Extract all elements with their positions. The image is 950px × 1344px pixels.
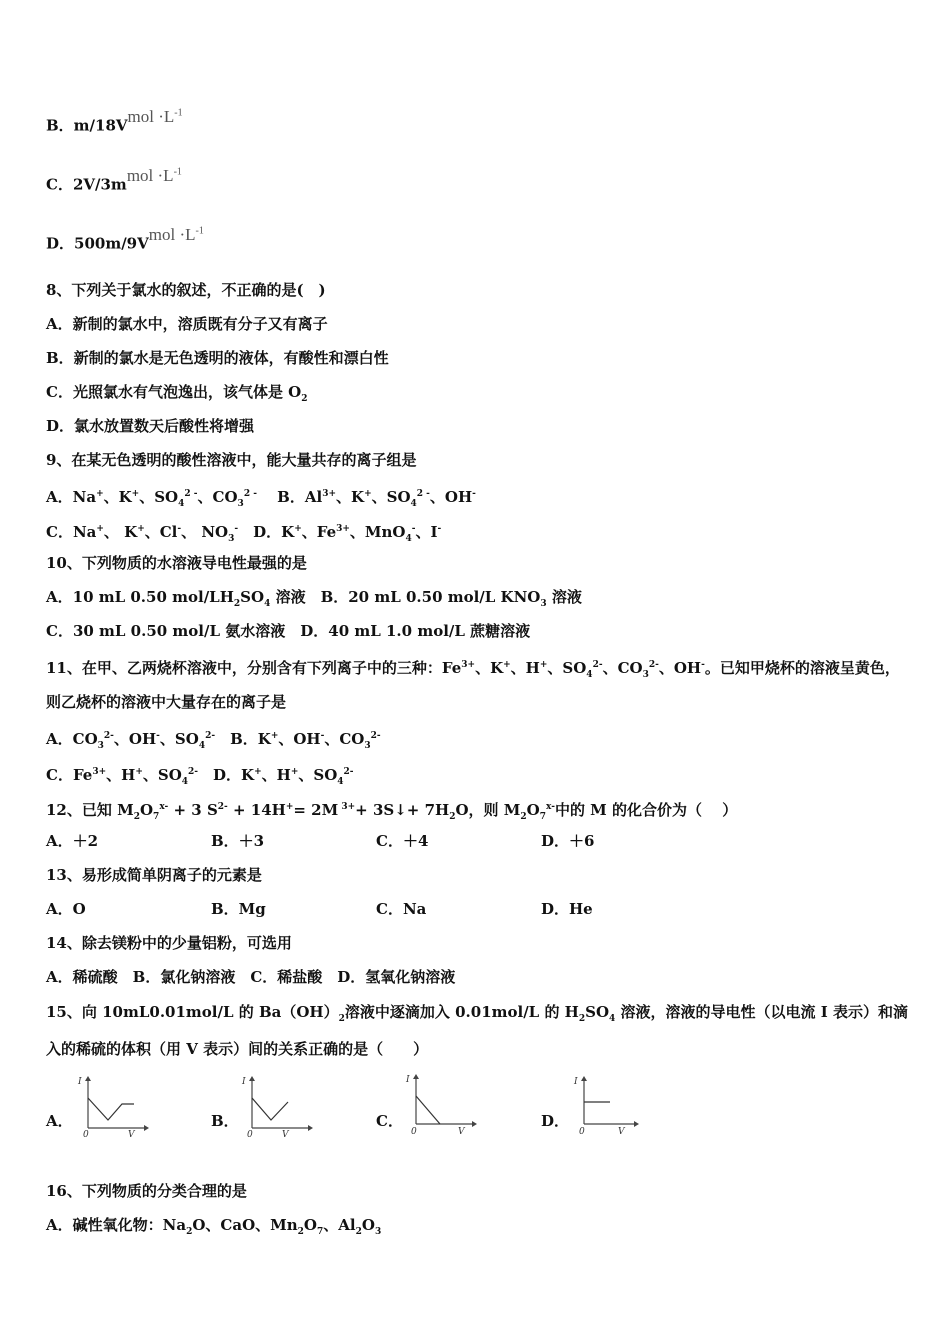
q11-stem-line2: 则乙烧杯的溶液中大量存在的离子是: [46, 693, 287, 711]
svg-text:V: V: [618, 1127, 625, 1137]
q15-graph-a-label: A．: [46, 1112, 73, 1130]
q15-graph-b: [238, 1072, 314, 1138]
svg-text:I: I: [406, 1075, 410, 1085]
q15-graph-c-label: C．: [376, 1112, 403, 1130]
q13-option-a: A．O: [46, 900, 86, 918]
q8-option-a: A．新制的氯水中，溶质既有分子又有离子: [46, 315, 328, 333]
q12-option-c: C．＋4: [376, 832, 429, 850]
svg-text:0: 0: [247, 1130, 253, 1138]
q15-graph-d-label: D．: [541, 1112, 570, 1130]
q8-option-d: D．氯水放置数天后酸性将增强: [46, 417, 255, 435]
q8-option-c: C．光照氯水有气泡逸出，该气体是 $O_2$: [46, 383, 308, 404]
q9-options-ab: A．Na+、K+、$SO_4^{2 -}$、$CO_3^{2 -}$ B．$Al^{3+}$、K+、$SO_4^{2 -}$、OH-: [46, 488, 476, 509]
svg-text:0: 0: [411, 1127, 417, 1137]
q10-options-cd: C．30 mL 0.50 mol/L 氨水溶液 D．40 mL 1.0 mol/L 蔗糖溶液: [46, 622, 531, 640]
q15-graph-a: [74, 1072, 150, 1138]
q7-option-c: C．2V/3mmol $\cdot L^{-1}$: [46, 165, 182, 194]
svg-text:V: V: [282, 1130, 289, 1138]
q11-options-ab: A．$CO_3^{2-}$、OH-、$SO_4^{2-}$ B．K+、OH-、$CO_3^{2-}$: [46, 730, 381, 751]
q7-option-d: D．500m/9Vmol $\cdot L^{-1}$: [46, 224, 204, 253]
q9-options-cd: C．Na+、 K+、Cl-、 $NO_3^-$ D．K+、$Fe^{3+}$、MnO$_4$-、I-: [46, 523, 442, 544]
q7-option-b: B．m/18Vmol $\cdot L^{-1}$: [46, 106, 183, 135]
q10-stem: 10、下列物质的水溶液导电性最强的是: [46, 554, 307, 572]
q16-option-a: A．碱性氧化物：$Na_2O$、CaO、$Mn_2O_7$、$Al_2O_3$: [46, 1216, 382, 1237]
q14-options: A．稀硫酸 B．氯化钠溶液 C．稀盐酸 D．氢氧化钠溶液: [46, 968, 456, 986]
svg-text:V: V: [128, 1130, 135, 1138]
q13-option-c: C．Na: [376, 900, 427, 918]
q16-stem: 16、下列物质的分类合理的是: [46, 1182, 247, 1200]
q12-option-b: B．＋3: [211, 832, 265, 850]
svg-text:I: I: [574, 1077, 578, 1087]
q15-graph-c: [402, 1072, 478, 1138]
q8-option-b: B．新制的氯水是无色透明的液体，有酸性和漂白性: [46, 349, 389, 367]
q8-stem: 8、下列关于氯水的叙述，不正确的是( ): [46, 281, 326, 299]
q12-option-a: A．＋2: [46, 832, 99, 850]
q13-option-b: B．Mg: [211, 900, 266, 918]
svg-text:0: 0: [83, 1130, 89, 1138]
q10-options-ab: A．10 mL 0.50 mol/$LH_2SO_4$ 溶液 B．20 mL 0.50 mol/L $KNO_3$ 溶液: [46, 588, 582, 609]
q11-options-cd: C．$Fe^{3+}$、H+、$SO_4^{2-}$ D．K+、H+、$SO_4^{2-}$: [46, 766, 354, 787]
svg-text:I: I: [242, 1077, 246, 1087]
svg-text:0: 0: [579, 1127, 585, 1137]
q15-graph-b-label: B．: [211, 1112, 239, 1130]
svg-text:V: V: [458, 1127, 465, 1137]
q13-stem: 13、易形成简单阴离子的元素是: [46, 866, 262, 884]
q12-stem: 12、已知 $M_2O_7^{x-} + 3$ $S^{2-} + 14H^+= 2M$ $^{3+}$+ 3S↓+ $7H_2O$，则 $M_2O_7^{x-}$中的 M 的化合价为（ ）: [46, 801, 738, 822]
q12-option-d: D．＋6: [541, 832, 595, 850]
svg-text:I: I: [78, 1077, 82, 1087]
q14-stem: 14、除去镁粉中的少量铝粉，可选用: [46, 934, 292, 952]
q15-stem-line2: 入的稀硫的体积（用 V 表示）间的关系正确的是（ ）: [46, 1040, 429, 1058]
q13-option-d: D．He: [541, 900, 593, 918]
q15-stem-line1: 15、向 10mL0.01mol/L 的 $Ba(OH)_2$溶液中逐滴加入 0.01mol/L 的 $H_2SO_4$ 溶液，溶液的导电性（以电流 I 表示）和滴: [46, 1003, 908, 1024]
q9-stem: 9、在某无色透明的酸性溶液中，能大量共存的离子组是: [46, 451, 417, 469]
q11-stem-line1: 11、在甲、乙两烧杯溶液中，分别含有下列离子中的三种：$Fe^{3+}$、K+、H+、$SO_4^{2-}$、$CO_3^{2-}$、OH-。已知甲烧杯的溶液呈黄色，: [46, 659, 900, 680]
q15-graph-d: [570, 1072, 646, 1138]
